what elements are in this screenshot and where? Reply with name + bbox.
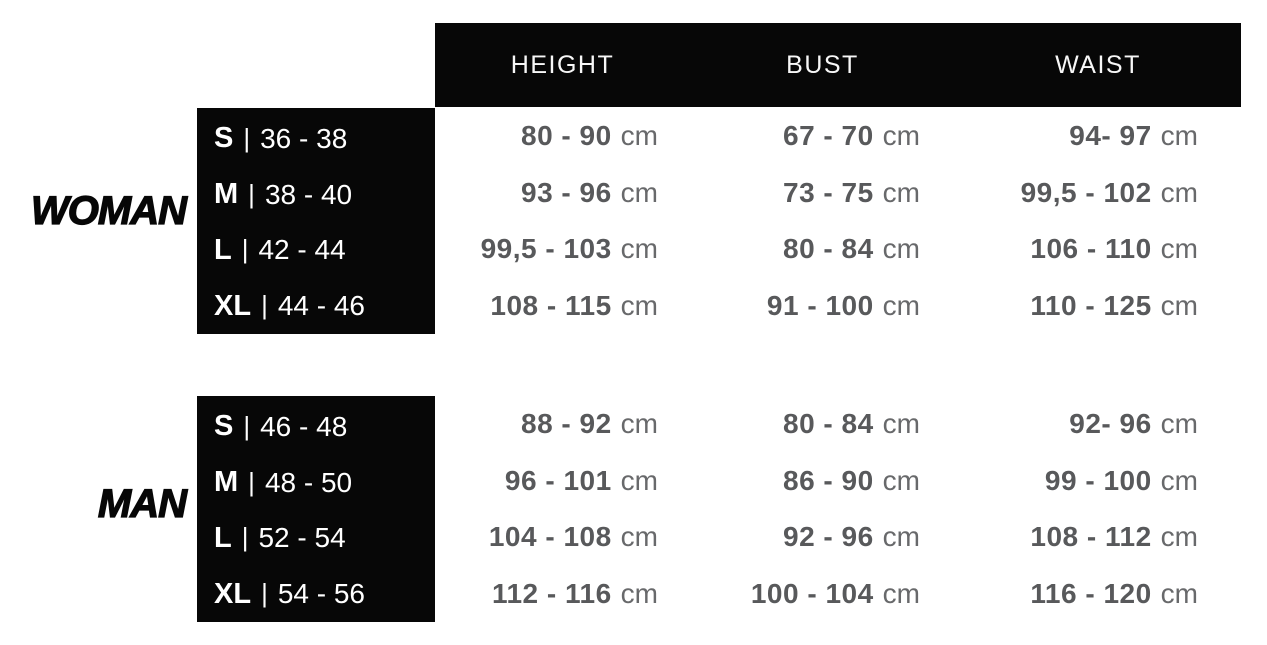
woman-values-grid — [435, 108, 1241, 334]
value: 99 - 100 — [1044, 464, 1152, 496]
man-xl-height — [435, 566, 690, 623]
unit-label: cm — [1160, 464, 1198, 496]
measurement-header-bar — [435, 23, 1241, 107]
man-xl-bust — [690, 566, 955, 623]
woman-section-label: WOMAN — [31, 189, 186, 233]
size-range: 52 - 54 — [258, 522, 346, 554]
woman-l-height — [435, 221, 690, 278]
size-range: 36 - 38 — [260, 122, 348, 154]
size-separator: | — [241, 234, 249, 265]
man-s-bust — [690, 396, 955, 453]
woman-xl-waist — [955, 278, 1241, 335]
value: 106 - 110 — [1030, 233, 1152, 265]
size-separator: | — [241, 522, 249, 553]
value: 73 - 75 — [783, 176, 874, 208]
size-range: 46 - 48 — [260, 410, 348, 442]
value: 100 - 104 — [750, 577, 874, 609]
man-s-waist — [955, 396, 1241, 453]
value: 86 - 90 — [783, 464, 874, 496]
man-size-row-l — [197, 511, 435, 567]
value: 99,5 - 103 — [480, 233, 612, 265]
value: 108 - 112 — [1030, 521, 1152, 553]
value: 99,5 - 102 — [1020, 176, 1152, 208]
woman-l-waist — [955, 221, 1241, 278]
man-values-grid — [435, 396, 1241, 622]
size-letter: XL — [214, 577, 252, 610]
unit-label: cm — [620, 233, 658, 265]
value: 110 - 125 — [1030, 289, 1152, 321]
size-letter: S — [214, 122, 234, 155]
woman-size-row-l — [197, 223, 435, 279]
value: 112 - 116 — [491, 577, 612, 609]
woman-size-row-xl — [197, 278, 435, 334]
woman-m-bust — [690, 165, 955, 222]
woman-l-bust — [690, 221, 955, 278]
column-header-height: HEIGHT — [510, 50, 615, 79]
woman-size-row-m — [197, 167, 435, 223]
unit-label: cm — [620, 289, 658, 321]
unit-label: cm — [620, 176, 658, 208]
value: 67 - 70 — [783, 120, 874, 152]
woman-m-height — [435, 165, 690, 222]
size-range: 48 - 50 — [264, 466, 353, 498]
size-range: 42 - 44 — [258, 234, 346, 266]
value: 88 - 92 — [521, 408, 612, 440]
value: 91 - 100 — [766, 289, 874, 321]
man-l-bust — [690, 509, 955, 566]
size-letter: XL — [214, 289, 252, 322]
man-section-label: MAN — [97, 482, 186, 526]
size-letter: M — [214, 178, 239, 211]
woman-s-height — [435, 108, 690, 165]
unit-label: cm — [882, 289, 920, 321]
man-size-row-xl — [197, 566, 435, 622]
value: 96 - 101 — [504, 464, 612, 496]
woman-s-waist — [955, 108, 1241, 165]
unit-label: cm — [620, 577, 658, 609]
man-l-height — [435, 509, 690, 566]
woman-xl-height — [435, 278, 690, 335]
man-s-height — [435, 396, 690, 453]
unit-label: cm — [1160, 289, 1198, 321]
column-header-bust: BUST — [786, 50, 859, 79]
size-letter: L — [214, 521, 232, 554]
size-separator: | — [243, 410, 251, 441]
size-separator: | — [261, 290, 268, 321]
size-separator: | — [261, 578, 268, 609]
woman-xl-bust — [690, 278, 955, 335]
unit-label: cm — [620, 464, 658, 496]
size-range: 54 - 56 — [277, 578, 365, 610]
man-size-box — [197, 396, 435, 622]
woman-s-bust — [690, 108, 955, 165]
value: 92- 96 — [1069, 408, 1152, 440]
value: 80 - 84 — [783, 233, 874, 265]
value: 104 - 108 — [488, 521, 612, 553]
unit-label: cm — [1160, 176, 1198, 208]
size-separator: | — [248, 178, 255, 209]
unit-label: cm — [620, 521, 658, 553]
size-separator: | — [243, 122, 251, 153]
column-header-waist: WAIST — [1055, 50, 1141, 79]
unit-label: cm — [620, 120, 658, 152]
value: 92 - 96 — [783, 521, 874, 553]
value: 116 - 120 — [1030, 577, 1152, 609]
unit-label: cm — [882, 521, 920, 553]
man-size-row-s — [197, 399, 435, 455]
woman-size-box — [197, 108, 435, 334]
woman-size-row-s — [197, 111, 435, 167]
man-xl-waist — [955, 566, 1241, 623]
unit-label: cm — [882, 408, 920, 440]
size-range: 38 - 40 — [264, 178, 353, 210]
unit-label: cm — [882, 120, 920, 152]
value: 80 - 84 — [783, 408, 874, 440]
unit-label: cm — [1160, 521, 1198, 553]
man-m-bust — [690, 453, 955, 510]
unit-label: cm — [882, 233, 920, 265]
unit-label: cm — [882, 176, 920, 208]
value: 80 - 90 — [521, 120, 612, 152]
unit-label: cm — [882, 577, 920, 609]
man-l-waist — [955, 509, 1241, 566]
unit-label: cm — [1160, 408, 1198, 440]
unit-label: cm — [620, 408, 658, 440]
size-letter: L — [214, 233, 232, 266]
unit-label: cm — [1160, 120, 1198, 152]
size-separator: | — [248, 466, 255, 497]
man-m-waist — [955, 453, 1241, 510]
man-m-height — [435, 453, 690, 510]
man-size-row-m — [197, 455, 435, 511]
woman-m-waist — [955, 165, 1241, 222]
unit-label: cm — [1160, 577, 1198, 609]
value: 93 - 96 — [521, 176, 612, 208]
unit-label: cm — [882, 464, 920, 496]
value: 94- 97 — [1069, 120, 1152, 152]
size-range: 44 - 46 — [277, 290, 365, 322]
unit-label: cm — [1160, 233, 1198, 265]
size-letter: S — [214, 410, 234, 443]
size-letter: M — [214, 466, 239, 499]
value: 108 - 115 — [490, 289, 612, 321]
